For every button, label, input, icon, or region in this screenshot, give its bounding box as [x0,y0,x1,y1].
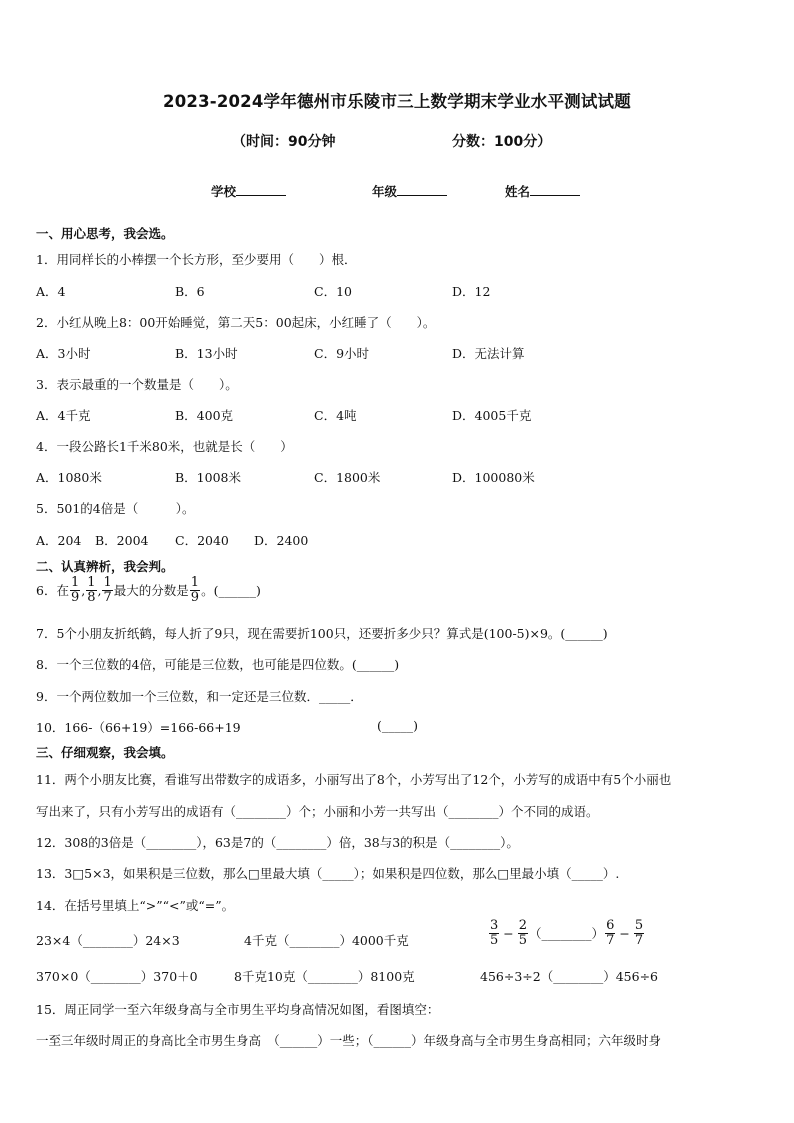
question-1: 1．用同样长的小棒摆一个长方形，至少要用（ ）根． [36,252,357,267]
q2-option-d[interactable]: D．无法计算 [452,346,525,361]
q3-option-d[interactable]: D．4005千克 [452,408,532,423]
grade-label: 年级 [372,184,398,199]
q10-answer-blank[interactable]: (_____) [377,718,419,733]
q14-fraction-5-7: $\frac{5}{7}$ [634,918,644,948]
q4-option-c[interactable]: C．1800米 [314,470,381,485]
question-5: 5．501的4倍是（ ）。 [36,501,195,516]
q6-fraction-2: $\frac{1}{8}$ [87,575,96,605]
q14-item-1[interactable]: 23×4（________）24×3 [36,933,180,948]
q14-item-2[interactable]: 4千克（________）4000千克 [244,933,409,948]
q5-option-d[interactable]: D．2400 [254,533,309,548]
q14-item-5[interactable]: 8千克10克（________）8100克 [234,969,415,984]
q6-fraction-answer: $\frac{1}{9}$ [190,575,200,605]
school-label: 学校 [211,184,237,199]
q14-item-6[interactable]: 456÷3÷2（________）456÷6 [480,969,658,984]
q1-option-a[interactable]: A．4 [36,284,66,299]
q2-option-a[interactable]: A．3小时 [36,346,91,361]
question-13: 13．3□5×3，如果积是三位数，那么□里最大填（_____）；如果积是四位数，那么□里最小填（_____）. [36,866,620,881]
exam-time: （时间：90分钟 [232,134,336,150]
question-7: 7．5个小朋友折纸鹤，每人折了9只，现在需要折100只，还要折多少只？算式是(100-5)×9。(______) [36,626,608,641]
q6-prefix: 6．在 [36,583,69,599]
exam-score: 分数：100分） [452,134,552,150]
question-2: 2．小红从晚上8：00开始睡觉，第二天5：00起床，小红睡了（ ）。 [36,315,436,330]
name-field[interactable] [505,182,580,200]
q14-item-3-blank[interactable]: （________） [529,926,605,942]
name-label: 姓名 [505,184,531,199]
q6-answer-blank[interactable]: 。(______) [201,583,261,599]
question-6: 6．在 $\frac{1}{9}$ , $\frac{1}{8}$ , $\frac{1}{7}$ 最大的分数是 $\frac{1}{9}$ 。(______) [36,575,261,605]
q5-option-b[interactable]: B．2004 [95,533,149,548]
page-title: 2023-2024学年德州市乐陵市三上数学期末学业水平测试试题 [163,92,631,111]
section-2-heading: 二、认真辨析，我会判。 [36,559,174,574]
question-15-line-2: 一至三年级时周正的身高比全市男生身高 （______）一些；（______）年级身高与全市男生身高相同；六年级时身 [36,1033,662,1048]
question-11-line-1: 11．两个小朋友比赛，看谁写出带数字的成语多，小丽写出了8个，小芳写出了12个，小芳写的成语中有5个小丽也 [36,772,672,787]
q3-option-c[interactable]: C．4吨 [314,408,357,423]
q4-option-b[interactable]: B．1008米 [175,470,241,485]
section-3-heading: 三、仔细观察，我会填。 [36,745,174,760]
question-15-line-1: 15．周正同学一至六年级身高与全市男生平均身高情况如图，看图填空： [36,1002,440,1017]
q14-item-3[interactable]: $\frac{3}{5}$ − $\frac{2}{5}$ （________） $\frac{6}{7}$ − $\frac{5}{7}$ [490,918,644,948]
q3-option-b[interactable]: B．400克 [175,408,234,423]
q3-option-a[interactable]: A．4千克 [36,408,91,423]
q1-option-d[interactable]: D．12 [452,284,491,299]
q5-option-c[interactable]: C．2040 [175,533,229,548]
question-14: 14．在括号里填上“>”“<”或“=”。 [36,898,235,913]
q14-fraction-6-7: $\frac{6}{7}$ [606,918,615,948]
question-11-line-2: 写出来了，只有小芳写出的成语有（________）个；小丽和小芳一共写出（________）个不同的成语。 [36,804,599,819]
school-field[interactable] [211,182,286,200]
q14-item-4[interactable]: 370×0（________）370＋0 [36,969,198,984]
question-9: 9．一个两位数加一个三位数，和一定还是三位数．_____． [36,689,363,704]
q6-fraction-3: $\frac{1}{7}$ [103,575,112,605]
question-4: 4．一段公路长1千米80米，也就是长（ ） [36,439,293,454]
grade-field[interactable] [372,182,447,200]
q6-fraction-1: $\frac{1}{9}$ [70,575,80,605]
q5-option-a[interactable]: A．204 [36,533,82,548]
question-3: 3．表示最重的一个数量是（ ）。 [36,377,238,392]
question-12: 12．308的3倍是（________），63是7的（________）倍，38与3的积是（________）。 [36,835,519,850]
q1-option-c[interactable]: C．10 [314,284,352,299]
q2-option-c[interactable]: C．9小时 [314,346,370,361]
q1-option-b[interactable]: B．6 [175,284,205,299]
q4-option-d[interactable]: D．100080米 [452,470,535,485]
section-1-heading: 一、用心思考，我会选。 [36,226,174,241]
q2-option-b[interactable]: B．13小时 [175,346,238,361]
question-8: 8．一个三位数的4倍，可能是三位数，也可能是四位数。(______) [36,657,400,672]
q6-middle: 最大的分数是 [113,583,189,599]
q14-fraction-3-5: $\frac{3}{5}$ [490,918,499,948]
q4-option-a[interactable]: A．1080米 [36,470,102,485]
q14-fraction-2-5: $\frac{2}{5}$ [518,918,528,948]
question-10: 10．166-（66+19）=166-66+19 [36,720,241,735]
